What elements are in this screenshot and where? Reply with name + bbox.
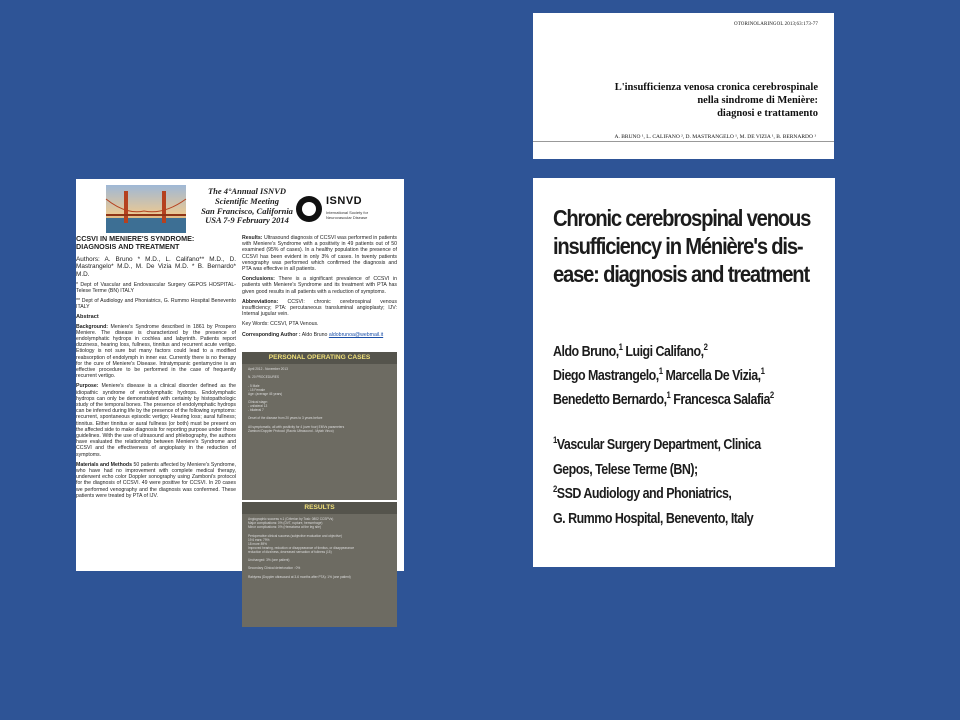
author-name: Aldo Bruno, — [553, 344, 619, 360]
box-line: 18 more 89% — [248, 541, 267, 546]
poster-right-column — [242, 235, 397, 579]
box-line: Clinical stage: — [248, 399, 268, 404]
author-line — [553, 364, 774, 388]
corresponding-name: Aldo Bruno — [301, 331, 328, 338]
methods-text: 50 patients affected by Meniere's Syndrome, who have had no improvement with complete medical therapy, underwent echo color Doppler sonography using Zamboni's protocol for the diagnosis of CCSVI. 49 were positive for CCSVI. In 20 cases we performed venography and the diagnosis was confermed. These patients were treated by PTA of IJV. — [76, 461, 236, 499]
background-paragraph — [76, 324, 236, 380]
box-line: 19 6 ears: 79% — [248, 537, 270, 542]
results-text: Ultrasound diagnosis of CCSVI was performed in patients with Meniere's Syndrome with a positivity in 49 patients out of 50 examined (95% of cases). In a healthy population the presence of CCSVI has been evident in only 3% of cases. In twenty patients venography was performed which confirmed the diagnosis and PTA was effective in all patients. — [242, 235, 397, 273]
abbreviations-paragraph — [242, 299, 397, 318]
english-article-panel — [533, 178, 835, 567]
italian-title-line: diagnosi e trattamento — [717, 108, 818, 119]
logo-subtitle: International Society for Neurovascular Disease — [326, 210, 369, 220]
background-label: Background: — [76, 323, 108, 330]
meeting-title — [188, 187, 306, 226]
personal-cases-heading: PERSONAL OPERATING CASES — [242, 352, 397, 364]
logo-name: ISNVD — [326, 195, 363, 207]
poster-affiliation: * Dept of Vascular and Endovascular Surgery GEPOS HOSPITAL- Telese Terme (BN) ITALY — [76, 281, 236, 294]
poster-title: CCSVI IN MENIERE'S SYNDROME: DIAGNOSIS AND TREATMENT — [76, 234, 195, 252]
affiliation-line — [553, 433, 761, 458]
italian-title-line: L'insufficienza venosa cronica cerebrospinale — [614, 82, 818, 93]
meeting-line: Scientific Meeting — [215, 195, 279, 206]
corresponding-email-link[interactable]: aldobrunoa@webmail.it — [328, 331, 384, 338]
author-name: Benedetto Bernardo, — [553, 392, 667, 408]
personal-cases-body — [242, 364, 397, 436]
keywords: Key Words: CCSVI, PTA Venous. — [242, 321, 319, 328]
conclusions-text: There is a significant prevalence of CCSVI in patients with Meniere's Syndrome and its treatment with PTA has given good results in all patients with a reduction of symptoms. — [242, 276, 397, 295]
affiliation-text: Vascular Surgery Department, Clinica — [556, 437, 761, 453]
english-article-title — [553, 204, 811, 288]
affiliation-sup: 2 — [553, 484, 557, 495]
results-box-heading: RESULTS — [242, 502, 397, 514]
poster-authors: Authors: A. Bruno * M.D., L. Califano** M.D., D. Mastrangelo* M.D., M. De Vizia M.D. * B. Bernardo* M.D. — [76, 255, 236, 278]
results-paragraph — [242, 235, 397, 272]
author-sup: 1 — [618, 342, 623, 353]
journal-citation: OTORINOLARINGOL 2013;63:173-77 — [734, 22, 818, 27]
box-line: Angiographic success n.1 (Criterion by Tosk: 0802 CCSPVs) — [248, 517, 334, 522]
box-line: Age: (average 45 years) — [248, 391, 283, 396]
personal-cases-box — [242, 352, 397, 500]
abstract-heading: Abstract — [76, 314, 99, 321]
box-line: April 2012 - November 2013 — [248, 367, 288, 372]
english-title-line: Chronic cerebrospinal venous — [553, 205, 811, 231]
box-line: Improved hearing, reduction or disappearance of tinnitus, or disappearance — [248, 545, 355, 550]
meeting-line: The 4°Annual ISNVD — [207, 186, 287, 196]
purpose-paragraph — [76, 383, 236, 457]
isnvd-logo-icon — [296, 196, 322, 222]
box-line: - unilateral 13 — [248, 404, 268, 409]
box-line: - 15 Female — [248, 387, 266, 392]
conference-poster-panel — [76, 179, 404, 579]
results-label: Results: — [242, 235, 263, 241]
affiliation-text: G. Rummo Hospital, Benevento, Italy — [553, 510, 754, 527]
abbreviations-text: CCSVI: chronic cerebrospinal venous insufficiency; PTA: percutaneous transluminal angioplasty; IJV: Internal jugular vein. — [242, 298, 397, 318]
box-line: Major complications: 0% (DVT, rupture, hemorrhage) — [248, 521, 323, 526]
conclusions-label: Conclusions: — [242, 276, 275, 283]
isnvd-logo — [294, 193, 384, 227]
author-name: Francesca Salafia — [670, 392, 770, 408]
affiliation-text: Gepos, Telese Terme (BN); — [553, 461, 698, 478]
abbreviations-label: Abbreviations: — [242, 298, 279, 305]
author-sup: 2 — [703, 342, 708, 353]
purpose-label: Purpose: — [76, 383, 99, 390]
affiliation-line — [553, 482, 761, 507]
corresponding-label: Corresponding Author : — [242, 331, 301, 338]
english-article-affiliations — [553, 433, 761, 531]
methods-paragraph — [76, 462, 236, 499]
box-line: Onset of the disease from 20 years to 3 years before — [248, 416, 323, 421]
author-name: Diego Mastrangelo, — [553, 368, 659, 384]
english-title-line: ease: diagnosis and treatment — [553, 261, 809, 287]
corresponding-author — [242, 332, 397, 338]
box-line: Perioperative clinical success (subjective evaluation and objective) — [248, 533, 342, 538]
box-line: Minor complications: 0% (Hematoma at the leg site) — [248, 525, 321, 530]
box-line: reduction of dizziness, decreased sensation of fullness (15) — [248, 549, 332, 554]
meeting-line: San Francisco, California — [201, 205, 293, 216]
author-sup: 1 — [666, 390, 671, 401]
divider — [533, 141, 834, 142]
author-sup: 1 — [760, 366, 765, 377]
golden-gate-bridge-image — [106, 185, 186, 233]
english-title-line: insufficiency in Ménière's dis- — [553, 233, 803, 259]
italian-title-line: nella sindrome di Menière: — [697, 95, 818, 106]
italian-article-title — [568, 81, 818, 120]
meeting-line: USA 7-9 February 2014 — [205, 215, 289, 226]
conclusions-paragraph — [242, 276, 397, 295]
poster-left-column — [76, 235, 236, 503]
author-sup: 1 — [658, 366, 663, 377]
box-line: Secondary Clinical deterioration : 0% — [248, 566, 301, 571]
poster-affiliation: ** Dept of Audiology and Phoniatrics, G. Rummo Hospital Benevento ITALY — [76, 298, 236, 311]
box-line: - bilateral 7 — [248, 408, 264, 413]
author-name: Marcella De Vizia, — [662, 368, 761, 384]
methods-label: Materials and Methods — [76, 461, 132, 468]
purpose-text: Meniere's disease is a clinical disorder defined as the idiopathic syndrome of endolymphatic hydrops. Endolymphatic hydrops can only be demonstrated with certainty by histopathologic study of the temporal bones. The presence of endolymphatic hydrops can be inferred during life by the presence of the following symptoms: recurrent, spontaneous episodic vertigo; Hearing loss; aural fullness; tinnitus. Either tinnitus or aural fullness (or both) must be present on the affected side to make diagnosis for reporting purpose under those guidelines. With the use of ultrasound and phlebography, the authors have evaluated the relationship between Meniere's Syndrome and CCSVI and the effectiveness of angioplasty in the reduction of symptoms. — [76, 383, 236, 458]
affiliation-line — [553, 507, 761, 532]
box-line: N. 20 PROCEDURES — [248, 375, 279, 380]
english-article-authors — [553, 340, 774, 412]
box-line: Rabiyess (Doppler ultrasound at 3-6 months after PTA): 1% (one patient) — [248, 574, 351, 579]
author-sup: 2 — [769, 390, 774, 401]
affiliation-text: SSD Audiology and Phoniatrics, — [556, 486, 732, 502]
results-box — [242, 502, 397, 627]
box-line: Zamboni Doppler Protocol (Raoric Ultrasound - Mylab Vinco) — [248, 428, 334, 433]
italian-article-authors: A. BRUNO ¹, L. CALIFANO ², D. MASTRANGELO ¹, M. DE VIZIA ¹, B. BERNARDO ¹ — [611, 134, 816, 140]
results-box-body — [242, 514, 397, 581]
author-line — [553, 340, 774, 364]
box-line: Unchanged: 3% (one patient) — [248, 558, 290, 563]
author-line — [553, 388, 774, 412]
author-name: Luigi Califano, — [622, 344, 704, 360]
affiliation-line — [553, 458, 761, 483]
box-line: - 5 Male — [248, 383, 260, 388]
italian-article-panel — [533, 13, 834, 159]
affiliation-sup: 1 — [553, 435, 557, 446]
box-line: All symptomatic, all with positivity for 4 (over four) EMVs parameters — [248, 424, 345, 429]
background-text: Meniere's Syndrome described in 1861 by Prospero Meniere. The disease is characterized by the presence of endolymphatic hydrops in cochlea and labyrinth. Patients report dizziness, hearing loss, fullness, tinnitus and recurrent acute vertigo. Etiology is not sure but many factors could lead to a modified reabsorption of endolymph in inner ear. Currently there is no therapy for the cure of Meniere's Disease. Intratympanic gentamycine is an effective procedure to be performed in the case of frequently recurrent vertigo. — [76, 323, 236, 380]
